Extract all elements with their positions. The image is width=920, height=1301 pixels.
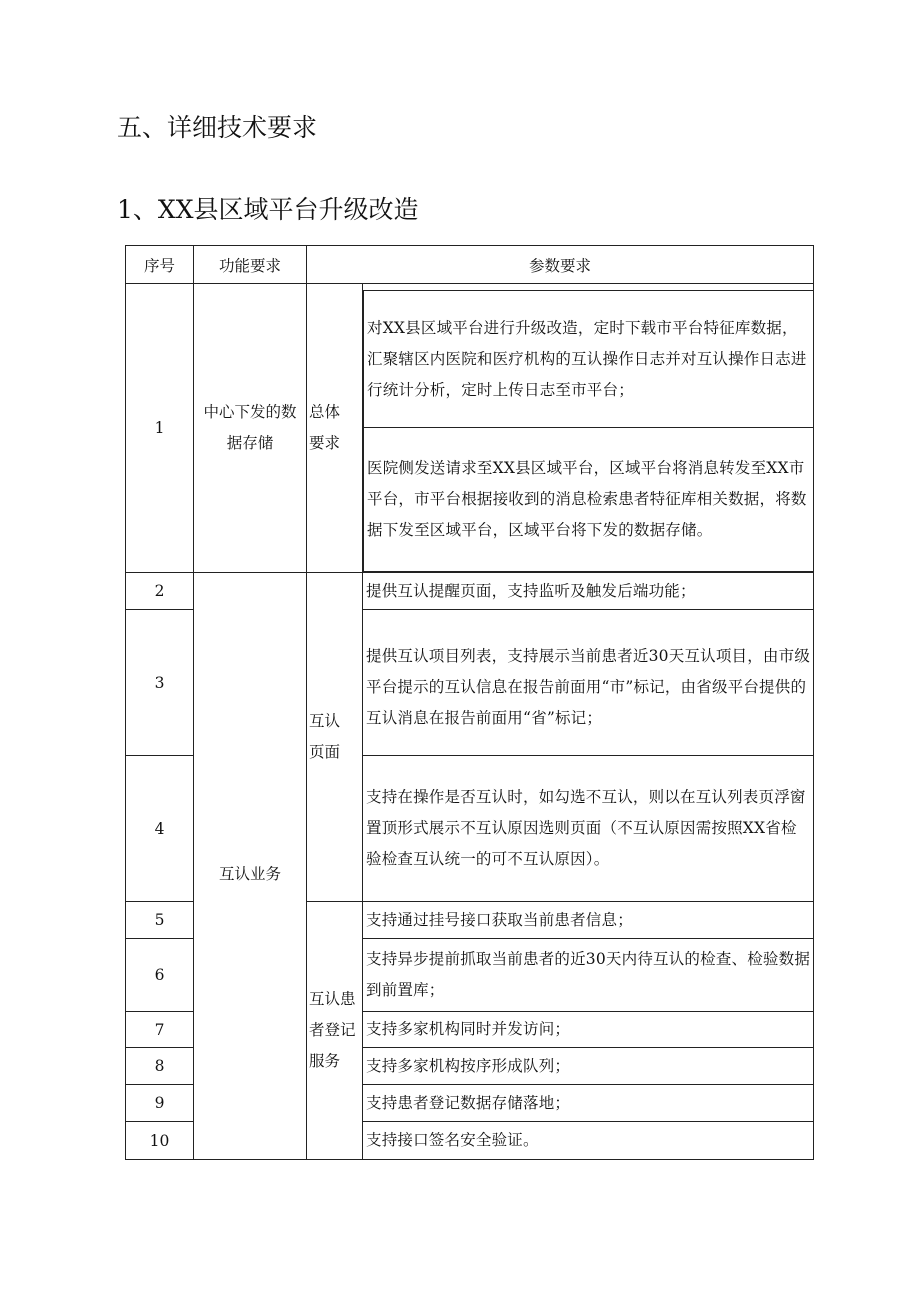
header-index: 序号 <box>125 245 194 284</box>
row-index-6: 6 <box>125 938 194 1012</box>
row-index-2: 2 <box>125 572 194 610</box>
row-index-8: 8 <box>125 1047 194 1085</box>
header-function: 功能要求 <box>193 245 307 284</box>
group-mutual-page: 互认页面 <box>306 572 363 902</box>
group-registration: 互认患者登记服务 <box>306 901 363 1160</box>
row-index-3: 3 <box>125 609 194 756</box>
row-9-params: 支持患者登记数据存储落地； <box>362 1084 814 1122</box>
header-params: 参数要求 <box>306 245 814 284</box>
row-6-params: 支持异步提前抓取当前患者的近30天内待互认的检查、检验数据到前置库； <box>362 938 814 1012</box>
row-index-10: 10 <box>125 1121 194 1160</box>
row-index-1: 1 <box>125 283 194 573</box>
row-index-4: 4 <box>125 755 194 902</box>
subsection-title: 1、XX县区域平台升级改造 <box>117 195 419 224</box>
section-title: 五、详细技术要求 <box>117 113 318 142</box>
row-index-9: 9 <box>125 1084 194 1122</box>
row-index-7: 7 <box>125 1011 194 1048</box>
row-1-params <box>362 283 814 573</box>
row-index-5: 5 <box>125 901 194 939</box>
requirements-table <box>125 245 814 1160</box>
row-7-params: 支持多家机构同时并发访问； <box>362 1011 814 1048</box>
row-5-params: 支持通过挂号接口获取当前患者信息； <box>362 901 814 939</box>
row-1-text-b: 医院侧发送请求至XX县区域平台，区域平台将消息转发至XX市平台，市平台根据接收到的消息检索患者特征库相关数据，将数据下发至区域平台，区域平台将下发的数据存储。 <box>363 427 814 572</box>
group-storage: 中心下发的数据存储 <box>193 283 307 573</box>
row-2-params: 提供互认提醒页面，支持监听及触发后端功能； <box>362 572 814 610</box>
row-4-params: 支持在操作是否互认时，如勾选不互认，则以在互认列表页浮窗置顶形式展示不互认原因选则页面（不互认原因需按照XX省检验检查互认统一的可不互认原因）。 <box>362 755 814 902</box>
row-10-params: 支持接口签名安全验证。 <box>362 1121 814 1160</box>
group-general: 总体要求 <box>306 283 363 573</box>
row-1-text-a: 对XX县区域平台进行升级改造，定时下载市平台特征库数据，汇聚辖区内医院和医疗机构的互认操作日志并对互认操作日志进行统计分析，定时上传日志至市平台； <box>363 290 814 428</box>
group-mutual-business: 互认业务 <box>193 572 307 1160</box>
row-8-params: 支持多家机构按序形成队列； <box>362 1047 814 1085</box>
row-3-params: 提供互认项目列表，支持展示当前患者近30天互认项目，由市级平台提示的互认信息在报告前面用“市”标记，由省级平台提供的互认消息在报告前面用“省”标记； <box>362 609 814 756</box>
